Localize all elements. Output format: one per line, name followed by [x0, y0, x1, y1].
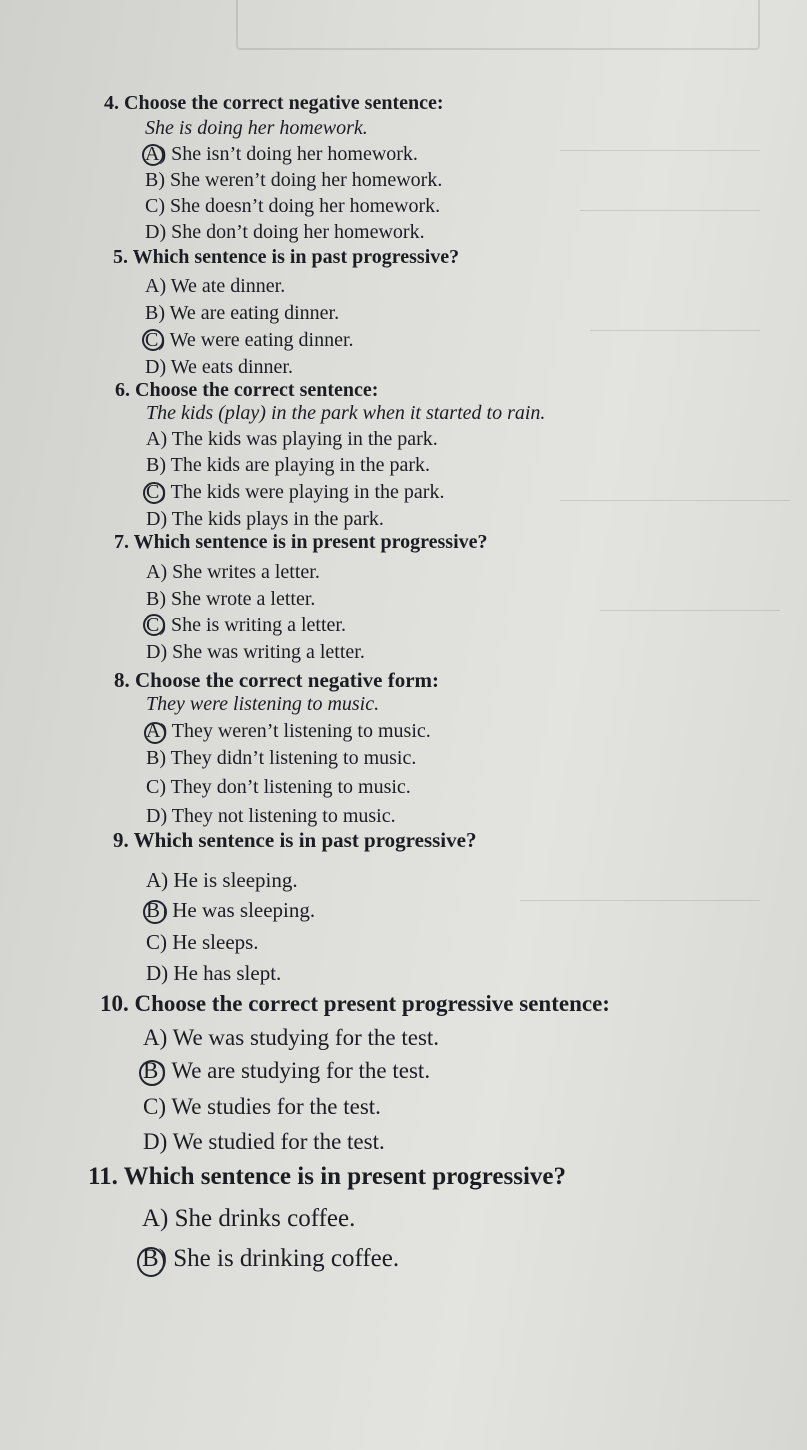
question-11-option-a: A) She drinks coffee. [142, 1205, 356, 1232]
question-7-option-c: C) She is writing a letter. [146, 614, 346, 636]
question-6-option-a: A) The kids was playing in the park. [146, 428, 438, 450]
question-8-title: 8. Choose the correct negative form: [114, 668, 439, 692]
show-through-line [590, 330, 760, 331]
question-7-option-d: D) She was writing a letter. [146, 641, 365, 663]
question-10-option-a: A) We was studying for the test. [143, 1025, 440, 1050]
question-9-option-d: D) He has slept. [146, 961, 282, 985]
answer-circle-mark [139, 1060, 165, 1086]
question-9-title: 9. Which sentence is in past progressive? [113, 828, 477, 852]
question-11-option-b: B) She is drinking coffee. [142, 1245, 400, 1272]
question-5-option-a: A) We ate dinner. [145, 275, 286, 297]
question-8-option-c: C) They don’t listening to music. [146, 776, 411, 798]
question-10-title: 10. Choose the correct present progressive sentence: [100, 991, 610, 1016]
show-through-box [236, 0, 760, 50]
question-8-option-d: D) They not listening to music. [146, 805, 396, 827]
question-8-option-a: A) They weren’t listening to music. [146, 720, 431, 742]
show-through-line [600, 610, 780, 611]
show-through-line [560, 500, 790, 501]
question-7-title: 7. Which sentence is in present progressive? [114, 531, 488, 553]
question-5-option-b: B) We are eating dinner. [145, 302, 340, 324]
question-7-option-b: B) She wrote a letter. [146, 588, 316, 610]
answer-circle-mark [142, 144, 164, 166]
question-4-title: 4. Choose the correct negative sentence: [104, 92, 444, 114]
question-4-option-a: A) She isn’t doing her homework. [145, 143, 418, 165]
question-5-option-c: C) We were eating dinner. [145, 329, 354, 351]
question-6-option-c: C) The kids were playing in the park. [146, 481, 445, 503]
question-10-option-c: C) We studies for the test. [143, 1094, 381, 1119]
show-through-line [520, 900, 760, 901]
question-6-option-b: B) The kids are playing in the park. [146, 454, 431, 476]
show-through-line [580, 210, 760, 211]
question-10-option-d: D) We studied for the test. [143, 1129, 385, 1154]
question-10-option-b: B) We are studying for the test. [143, 1058, 431, 1083]
question-7-option-a: A) She writes a letter. [146, 561, 320, 583]
answer-circle-mark [143, 614, 165, 636]
question-6-option-d: D) The kids plays in the park. [146, 508, 384, 530]
question-9-option-b: B) He was sleeping. [146, 898, 316, 922]
question-8-option-b: B) They didn’t listening to music. [146, 747, 417, 769]
question-11-title: 11. Which sentence is in present progressive? [88, 1163, 567, 1190]
question-5-title: 5. Which sentence is in past progressive? [113, 246, 460, 268]
show-through-line [560, 150, 760, 151]
question-4-prompt: She is doing her homework. [145, 117, 368, 139]
answer-circle-mark [143, 900, 167, 924]
question-4-option-b: B) She weren’t doing her homework. [145, 169, 443, 191]
answer-circle-mark [143, 482, 165, 504]
question-8-prompt: They were listening to music. [146, 693, 380, 715]
answer-circle-mark [142, 329, 164, 351]
question-5-option-d: D) We eats dinner. [145, 356, 293, 378]
question-4-option-d: D) She don’t doing her homework. [145, 221, 425, 243]
question-9-option-a: A) He is sleeping. [146, 868, 298, 892]
question-6-prompt: The kids (play) in the park when it started to rain. [146, 402, 546, 424]
question-6-title: 6. Choose the correct sentence: [115, 379, 379, 401]
answer-circle-mark [137, 1247, 165, 1277]
question-4-option-c: C) She doesn’t doing her homework. [145, 195, 441, 217]
answer-circle-mark [144, 722, 166, 744]
question-9-option-c: C) He sleeps. [146, 930, 259, 954]
